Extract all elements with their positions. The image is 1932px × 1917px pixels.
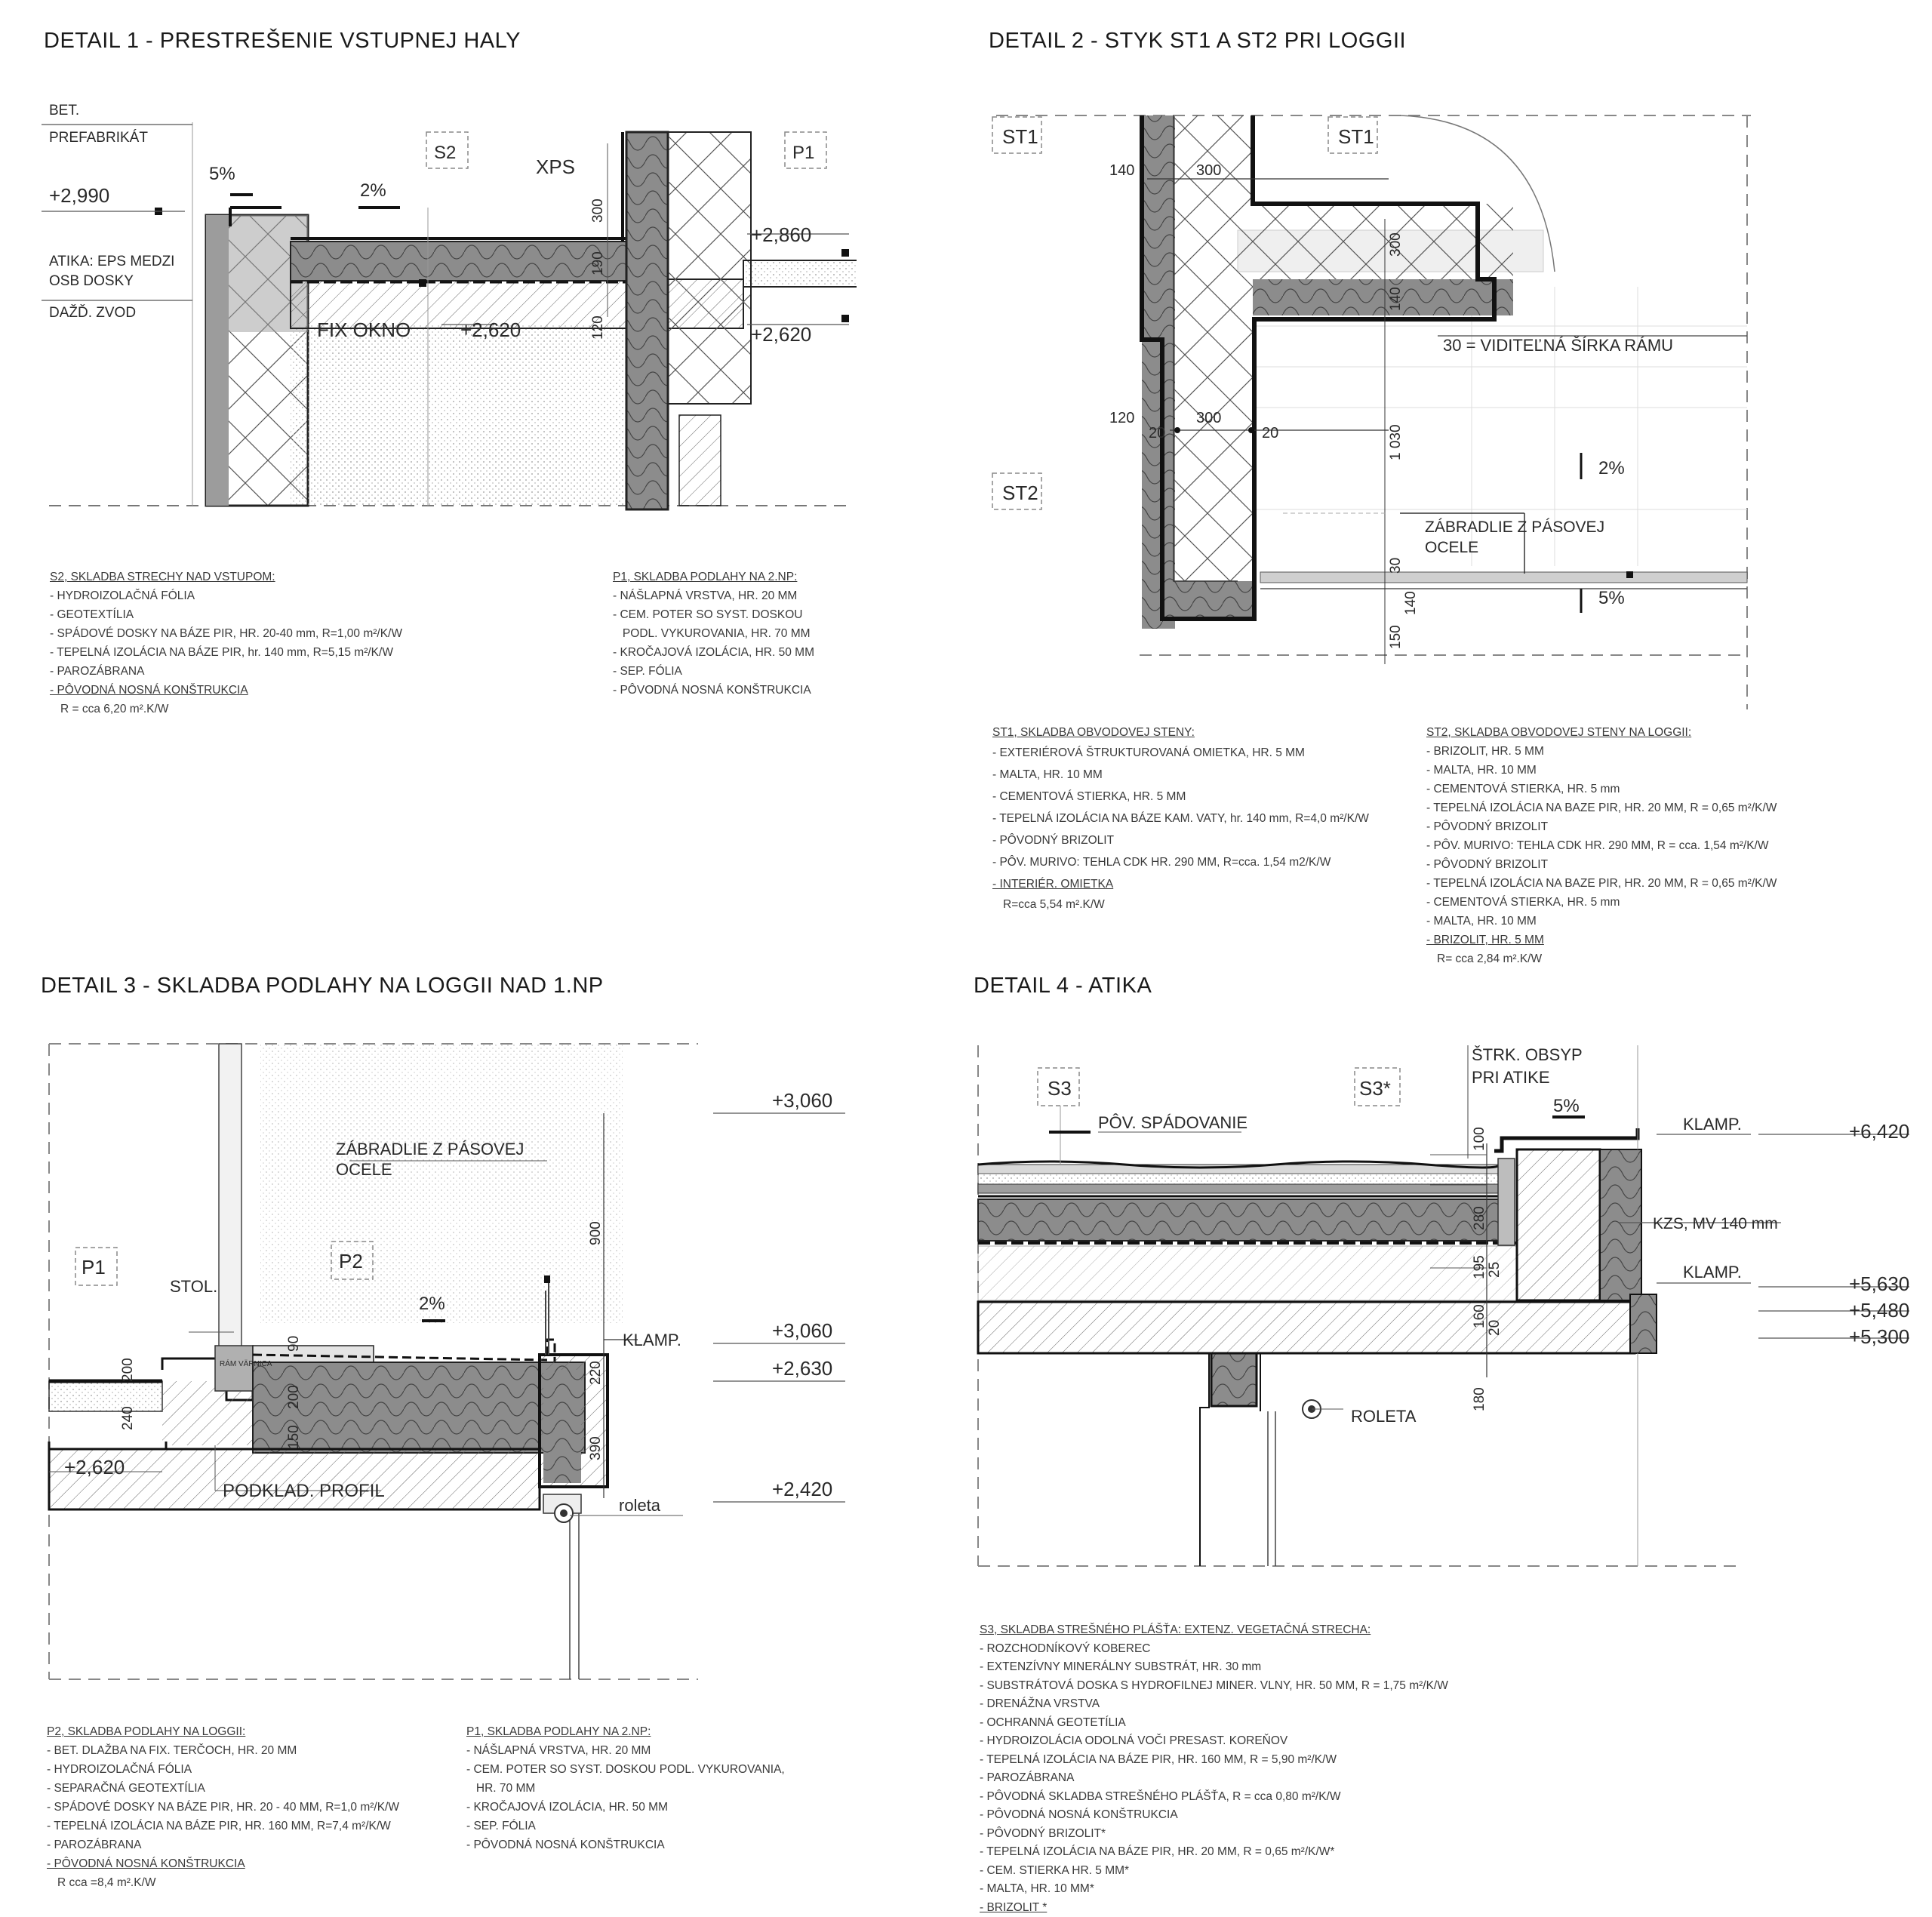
level-6420: +6,420 — [1849, 1120, 1909, 1143]
label-strk-1: ŠTRK. OBSYP — [1472, 1045, 1583, 1064]
label-prefab: PREFABRIKÁT — [49, 130, 148, 146]
dim-1030: 1 030 — [1388, 424, 1404, 460]
spec-item: - SPÁDOVÉ DOSKY NA BÁZE PIR, HR. 20-40 mm, R=1,00 m²/K/W — [50, 624, 402, 643]
level-2620-a: +2,620 — [460, 318, 521, 341]
dim-195: 195 — [1472, 1255, 1487, 1279]
spec-item: - TEPELNÁ IZOLÁCIA NA BÁZE PIR, HR. 20 MM, R = 0,65 m²/K/W* — [980, 1843, 1448, 1862]
spec-item: - PÔVODNÁ NOSNÁ KONŠTRUKCIA — [613, 681, 814, 700]
dim-140-low: 140 — [1403, 591, 1419, 615]
label-roleta: ROLETA — [1351, 1407, 1417, 1426]
spec-item: - SUBSTRÁTOVÁ DOSKA S HYDROFILNEJ MINER. VLNY, HR. 50 MM, R = 1,75 m²/K/W — [980, 1677, 1448, 1696]
level-5480: +5,480 — [1849, 1299, 1909, 1322]
label-fix-okno: FIX OKNO — [317, 318, 411, 341]
spec-item: - MALTA, HR. 10 MM* — [980, 1880, 1448, 1899]
label-slope-2: 2% — [1598, 458, 1625, 478]
dim-140: 140 — [1109, 162, 1134, 179]
dim-220: 220 — [588, 1361, 604, 1385]
dim-390: 390 — [588, 1436, 604, 1460]
label-p1: P1 — [792, 143, 814, 163]
label-strk-2: PRI ATIKE — [1472, 1068, 1550, 1087]
dim-200-a: 200 — [120, 1358, 136, 1382]
spec-item: - EXTENZÍVNY MINERÁLNY SUBSTRÁT, HR. 30 mm — [980, 1658, 1448, 1677]
spec-item: - DRENÁŽNA VRSTVA — [980, 1695, 1448, 1714]
label-bet: BET. — [49, 103, 79, 118]
dim-20-a: 20 — [1149, 425, 1165, 442]
spec-item: - SEP. FÓLIA — [613, 662, 814, 681]
spec-item: - TEPELNÁ IZOLÁCIA NA BÁZE PIR, HR. 160 MM, R = 5,90 m²/K/W — [980, 1751, 1448, 1770]
spec-item: - PÔV. MURIVO: TEHLA CDK HR. 290 MM, R = cca. 1,54 m²/K/W — [1426, 836, 1777, 855]
label-slope-5: 5% — [1598, 588, 1625, 608]
label-atika-1: ATIKA: EPS MEDZI — [49, 254, 174, 269]
spec-item-last: - PÔVODNÁ NOSNÁ KONŠTRUKCIA — [47, 1854, 399, 1873]
label-st1-b: ST1 — [1338, 125, 1374, 148]
label-railing-1: ZÁBRADLIE Z PÁSOVEJ — [1425, 518, 1604, 536]
spec-item-last: - INTERIÉR. OMIETKA — [992, 873, 1369, 895]
dim-300-mid: 300 — [1196, 410, 1221, 426]
dim-200-b: 200 — [286, 1385, 302, 1409]
spec-item: - CEM. POTER SO SYST. DOSKOU PODL. VYKUROVANIA, — [466, 1760, 785, 1779]
spec-r-value: R= cca 2,84 m².K/W — [1426, 949, 1777, 968]
label-st1-a: ST1 — [1002, 125, 1038, 148]
dim-120: 120 — [590, 315, 606, 340]
spec-item: - GEOTEXTÍLIA — [50, 605, 402, 624]
spec-item: - BET. DLAŽBA NA FIX. TERČOCH, HR. 20 MM — [47, 1741, 399, 1760]
spec-item-last: - BRIZOLIT * — [980, 1899, 1448, 1917]
spec-heading: P2, SKLADBA PODLAHY NA LOGGII: — [47, 1722, 399, 1741]
label-slope-2: 2% — [360, 180, 386, 201]
level-5300: +5,300 — [1849, 1325, 1909, 1348]
level-2620: +2,620 — [64, 1456, 125, 1479]
dim-90: 90 — [286, 1336, 302, 1352]
spec-item: - SPÁDOVÉ DOSKY NA BÁZE PIR, HR. 20 - 40 MM, R=1,0 m²/K/W — [47, 1798, 399, 1817]
spec-item: - NÁŠLAPNÁ VRSTVA, HR. 20 MM — [613, 586, 814, 605]
dim-900: 900 — [588, 1221, 604, 1245]
label-podklad-profil: PODKLAD. PROFIL — [223, 1481, 385, 1501]
detail1-title: DETAIL 1 - PRESTREŠENIE VSTUPNEJ HALY — [44, 29, 521, 54]
spec-item: - EXTERIÉROVÁ ŠTRUKTUROVANÁ OMIETKA, HR. 5 MM — [992, 742, 1369, 764]
level-2860: +2,860 — [751, 223, 811, 246]
spec-heading: P1, SKLADBA PODLAHY NA 2.NP: — [466, 1722, 785, 1741]
spec-item: - PÔVODNÁ NOSNÁ KONŠTRUKCIA — [466, 1835, 785, 1854]
spec-item: - PAROZÁBRANA — [47, 1835, 399, 1854]
dim-300-vert: 300 — [1388, 232, 1404, 257]
spec-item: - ROZCHODNÍKOVÝ KOBEREC — [980, 1640, 1448, 1659]
spec-item: - NÁŠLAPNÁ VRSTVA, HR. 20 MM — [466, 1741, 785, 1760]
detail1-spec-s2 — [50, 568, 402, 718]
label-atika-2: OSB DOSKY — [49, 273, 134, 289]
spec-item: PODL. VYKUROVANIA, HR. 70 MM — [613, 624, 814, 643]
spec-item: - BRIZOLIT, HR. 5 MM — [1426, 742, 1777, 761]
level-5630: +5,630 — [1849, 1272, 1909, 1295]
spec-item: - MALTA, HR. 10 MM — [1426, 761, 1777, 780]
detail1-drawing — [42, 98, 857, 521]
dim-240: 240 — [120, 1406, 136, 1430]
spec-item: - PAROZÁBRANA — [980, 1769, 1448, 1788]
label-ram: RÁM VÄRNICA — [220, 1359, 272, 1368]
label-s2: S2 — [434, 143, 456, 163]
spec-item: - TEPELNÁ IZOLÁCIA NA BÁZE KAM. VATY, hr. 140 mm, R=4,0 m²/K/W — [992, 808, 1369, 829]
spec-heading: P1, SKLADBA PODLAHY NA 2.NP: — [613, 568, 814, 586]
dim-160: 160 — [1472, 1304, 1487, 1328]
detail2-title: DETAIL 2 - STYK ST1 A ST2 PRI LOGGII — [989, 29, 1406, 54]
label-slope-2: 2% — [419, 1294, 445, 1314]
spec-item: - PÔVODNÝ BRIZOLIT* — [980, 1825, 1448, 1844]
dim-300: 300 — [590, 198, 606, 223]
spec-item-last: - PÔVODNÁ NOSNÁ KONŠTRUKCIA — [50, 681, 402, 700]
spec-heading: ST2, SKLADBA OBVODOVEJ STENY NA LOGGII: — [1426, 723, 1777, 742]
spec-heading: S2, SKLADBA STRECHY NAD VSTUPOM: — [50, 568, 402, 586]
detail4-drawing — [974, 1038, 1924, 1581]
label-s3-star: S3* — [1359, 1077, 1391, 1100]
spec-item: - CEMENTOVÁ STIERKA, HR. 5 MM — [992, 786, 1369, 808]
label-st2: ST2 — [1002, 482, 1038, 504]
dim-150: 150 — [286, 1425, 302, 1449]
dim-120: 120 — [1109, 410, 1134, 426]
label-dazd: DAŽĎ. ZVOD — [49, 304, 136, 321]
dim-280: 280 — [1472, 1206, 1487, 1230]
spec-r-value: R=cca 5,54 m².K/W — [992, 895, 1369, 914]
spec-item: - MALTA, HR. 10 MM — [992, 764, 1369, 786]
spec-r-value: R cca =8,4 m².K/W — [47, 1873, 399, 1892]
detail3-spec-p2 — [47, 1722, 399, 1892]
label-frame-width: 30 = VIDITEĽNÁ ŠÍRKA RÁMU — [1443, 336, 1673, 355]
label-railing-1: ZÁBRADLIE Z PÁSOVEJ — [336, 1140, 524, 1159]
spec-item-last: - BRIZOLIT, HR. 5 MM — [1426, 931, 1777, 949]
spec-item: - PÔVODNÝ BRIZOLIT — [992, 829, 1369, 851]
label-klamp-2: KLAMP. — [1683, 1263, 1742, 1282]
dim-300-top: 300 — [1196, 162, 1221, 179]
level-2630: +2,630 — [772, 1357, 832, 1380]
spec-item: - SEPARAČNÁ GEOTEXTÍLIA — [47, 1779, 399, 1798]
spec-item: HR. 70 MM — [466, 1779, 785, 1798]
spec-item: - PÔVODNÁ NOSNÁ KONŠTRUKCIA — [980, 1806, 1448, 1825]
spec-item: - PÔVODNÝ BRIZOLIT — [1426, 817, 1777, 836]
spec-item: - KROČAJOVÁ IZOLÁCIA, HR. 50 MM — [613, 643, 814, 662]
detail2-spec-st2 — [1426, 723, 1777, 968]
spec-item: - MALTA, HR. 10 MM — [1426, 912, 1777, 931]
spec-item: - HYDROIZOLAČNÁ FÓLIA — [50, 586, 402, 605]
spec-item: - HYDROIZOLÁCIA ODOLNÁ VOČI PRESAST. KOREŇOV — [980, 1732, 1448, 1751]
level-3060-b: +3,060 — [772, 1319, 832, 1342]
spec-item: - TEPELNÁ IZOLÁCIA NA BAZE PIR, HR. 20 MM, R = 0,65 m²/K/W — [1426, 798, 1777, 817]
spec-item: - PAROZÁBRANA — [50, 662, 402, 681]
label-pov-spadovanie: PÔV. SPÁDOVANIE — [1098, 1113, 1247, 1132]
label-kzs: KZS, MV 140 mm — [1653, 1215, 1778, 1232]
spec-item: - PÔV. MURIVO: TEHLA CDK HR. 290 MM, R=cca. 1,54 m2/K/W — [992, 851, 1369, 873]
label-slope-5: 5% — [1553, 1096, 1580, 1116]
level-2620-b: +2,620 — [751, 323, 811, 346]
detail3-title: DETAIL 3 - SKLADBA PODLAHY NA LOGGII NAD 1.NP — [41, 974, 604, 999]
dim-30: 30 — [1388, 558, 1404, 574]
spec-heading: S3, SKLADBA STREŠNÉHO PLÁŠŤA: EXTENZ. VEGETAČNÁ STRECHA: — [980, 1621, 1448, 1640]
spec-item: - SEP. FÓLIA — [466, 1817, 785, 1835]
detail4-title: DETAIL 4 - ATIKA — [974, 974, 1152, 999]
detail2-spec-st1 — [992, 723, 1369, 914]
label-roleta: roleta — [619, 1496, 661, 1515]
dim-20-b: 20 — [1262, 425, 1278, 442]
dim-25: 25 — [1487, 1262, 1503, 1278]
spec-item: - OCHRANNÁ GEOTETÍLIA — [980, 1714, 1448, 1733]
spec-item: - CEM. STIERKA HR. 5 MM* — [980, 1862, 1448, 1881]
detail3-drawing — [42, 1038, 857, 1694]
spec-item: - CEM. POTER SO SYST. DOSKOU — [613, 605, 814, 624]
spec-item: - TEPELNÁ IZOLÁCIA NA BAZE PIR, HR. 20 MM, R = 0,65 m²/K/W — [1426, 874, 1777, 893]
spec-item: - KROČAJOVÁ IZOLÁCIA, HR. 50 MM — [466, 1798, 785, 1817]
detail3-spec-p1 — [466, 1722, 785, 1854]
spec-item: - PÔVODNÁ SKLADBA STREŠNÉHO PLÁŠŤA, R = cca 0,80 m²/K/W — [980, 1788, 1448, 1807]
dim-100: 100 — [1472, 1127, 1487, 1151]
detail4-spec-s3 — [980, 1621, 1448, 1917]
spec-item: - TEPELNÁ IZOLÁCIA NA BÁZE PIR, hr. 140 mm, R=5,15 m²/K/W — [50, 643, 402, 662]
label-slope-5: 5% — [209, 164, 235, 184]
spec-item: - PÔVODNÝ BRIZOLIT — [1426, 855, 1777, 874]
level-2990: +2,990 — [49, 184, 109, 207]
spec-item: - HYDROIZOLAČNÁ FÓLIA — [47, 1760, 399, 1779]
label-xps: XPS — [536, 155, 575, 178]
dim-20: 20 — [1487, 1320, 1503, 1336]
label-p2: P2 — [339, 1250, 363, 1272]
spec-heading: ST1, SKLADBA OBVODOVEJ STENY: — [992, 723, 1369, 742]
spec-r-value: R = cca 6,20 m².K/W — [50, 700, 402, 718]
label-klamp: KLAMP. — [623, 1331, 681, 1349]
spec-item: - CEMENTOVÁ STIERKA, HR. 5 mm — [1426, 893, 1777, 912]
spec-item: - TEPELNÁ IZOLÁCIA NA BÁZE PIR, HR. 160 MM, R=7,4 m²/K/W — [47, 1817, 399, 1835]
label-klamp-1: KLAMP. — [1683, 1115, 1742, 1134]
label-stol: STOL. — [170, 1277, 217, 1296]
dim-140-vert: 140 — [1388, 287, 1404, 311]
detail2-drawing — [981, 106, 1751, 709]
level-3060-a: +3,060 — [772, 1089, 832, 1112]
dim-150: 150 — [1388, 625, 1404, 649]
dim-180: 180 — [1472, 1387, 1487, 1411]
label-railing-2: OCELE — [1425, 539, 1478, 556]
detail1-spec-p1 — [613, 568, 814, 700]
label-s3: S3 — [1048, 1077, 1072, 1100]
level-2420: +2,420 — [772, 1478, 832, 1500]
dim-190: 190 — [590, 251, 606, 275]
spec-item: - CEMENTOVÁ STIERKA, HR. 5 mm — [1426, 780, 1777, 798]
label-p1: P1 — [82, 1256, 106, 1279]
label-railing-2: OCELE — [336, 1160, 392, 1179]
